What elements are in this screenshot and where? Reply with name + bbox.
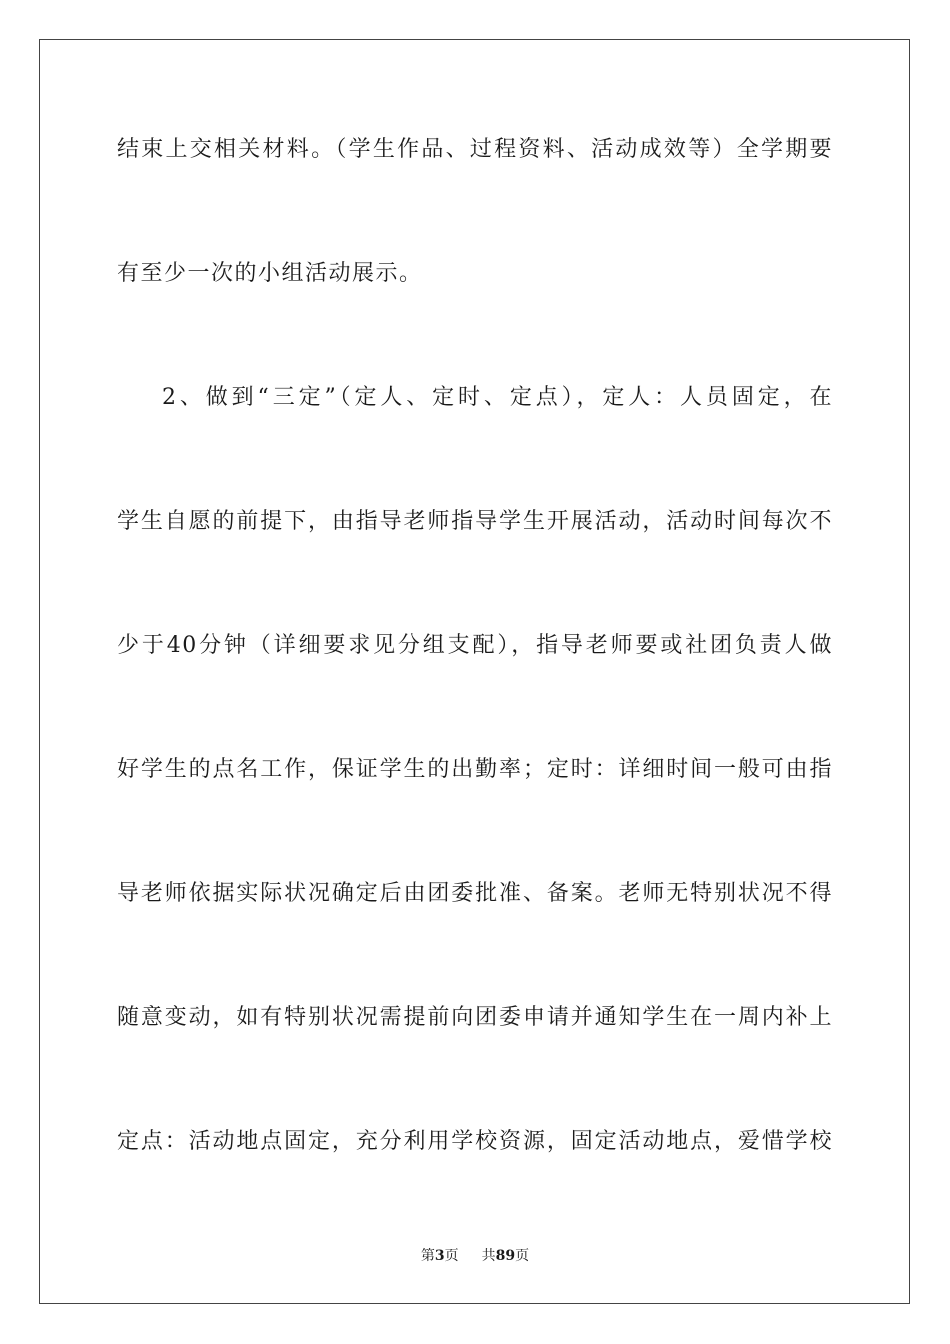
page-footer — [0, 1246, 950, 1266]
footer-total-prefix: 共 — [481, 1248, 496, 1264]
page-frame — [39, 39, 910, 1304]
text-line-5: 少于40分钟（详细要求见分组支配），指导老师要或社团负责人做 — [117, 633, 833, 658]
text-line-4: 学生自愿的前提下，由指导老师指导学生开展活动，活动时间每次不 — [117, 509, 833, 534]
text-line-7: 导老师依据实际状况确定后由团委批准、备案。老师无特别状况不得 — [117, 881, 833, 906]
footer-total-pages: 89 — [495, 1248, 516, 1264]
text-line-3: 2、做到“三定”（定人、定时、定点），定人：人员固定，在 — [162, 385, 833, 410]
text-line-2: 有至少一次的小组活动展示。 — [117, 261, 423, 286]
text-line-6: 好学生的点名工作，保证学生的出勤率；定时：详细时间一般可由指 — [117, 757, 833, 782]
footer-page-prefix: 第 — [420, 1248, 435, 1264]
text-line-8: 随意变动，如有特别状况需提前向团委申请并通知学生在一周内补上 — [117, 1005, 833, 1030]
footer-page-number: 3 — [434, 1248, 445, 1264]
footer-page-suffix: 页 — [444, 1248, 459, 1264]
text-line-1: 结束上交相关材料。（学生作品、过程资料、活动成效等）全学期要 — [117, 137, 833, 162]
text-line-9: 定点：活动地点固定，充分利用学校资源，固定活动地点，爱惜学校 — [117, 1129, 833, 1154]
footer-total-suffix: 页 — [515, 1248, 530, 1264]
